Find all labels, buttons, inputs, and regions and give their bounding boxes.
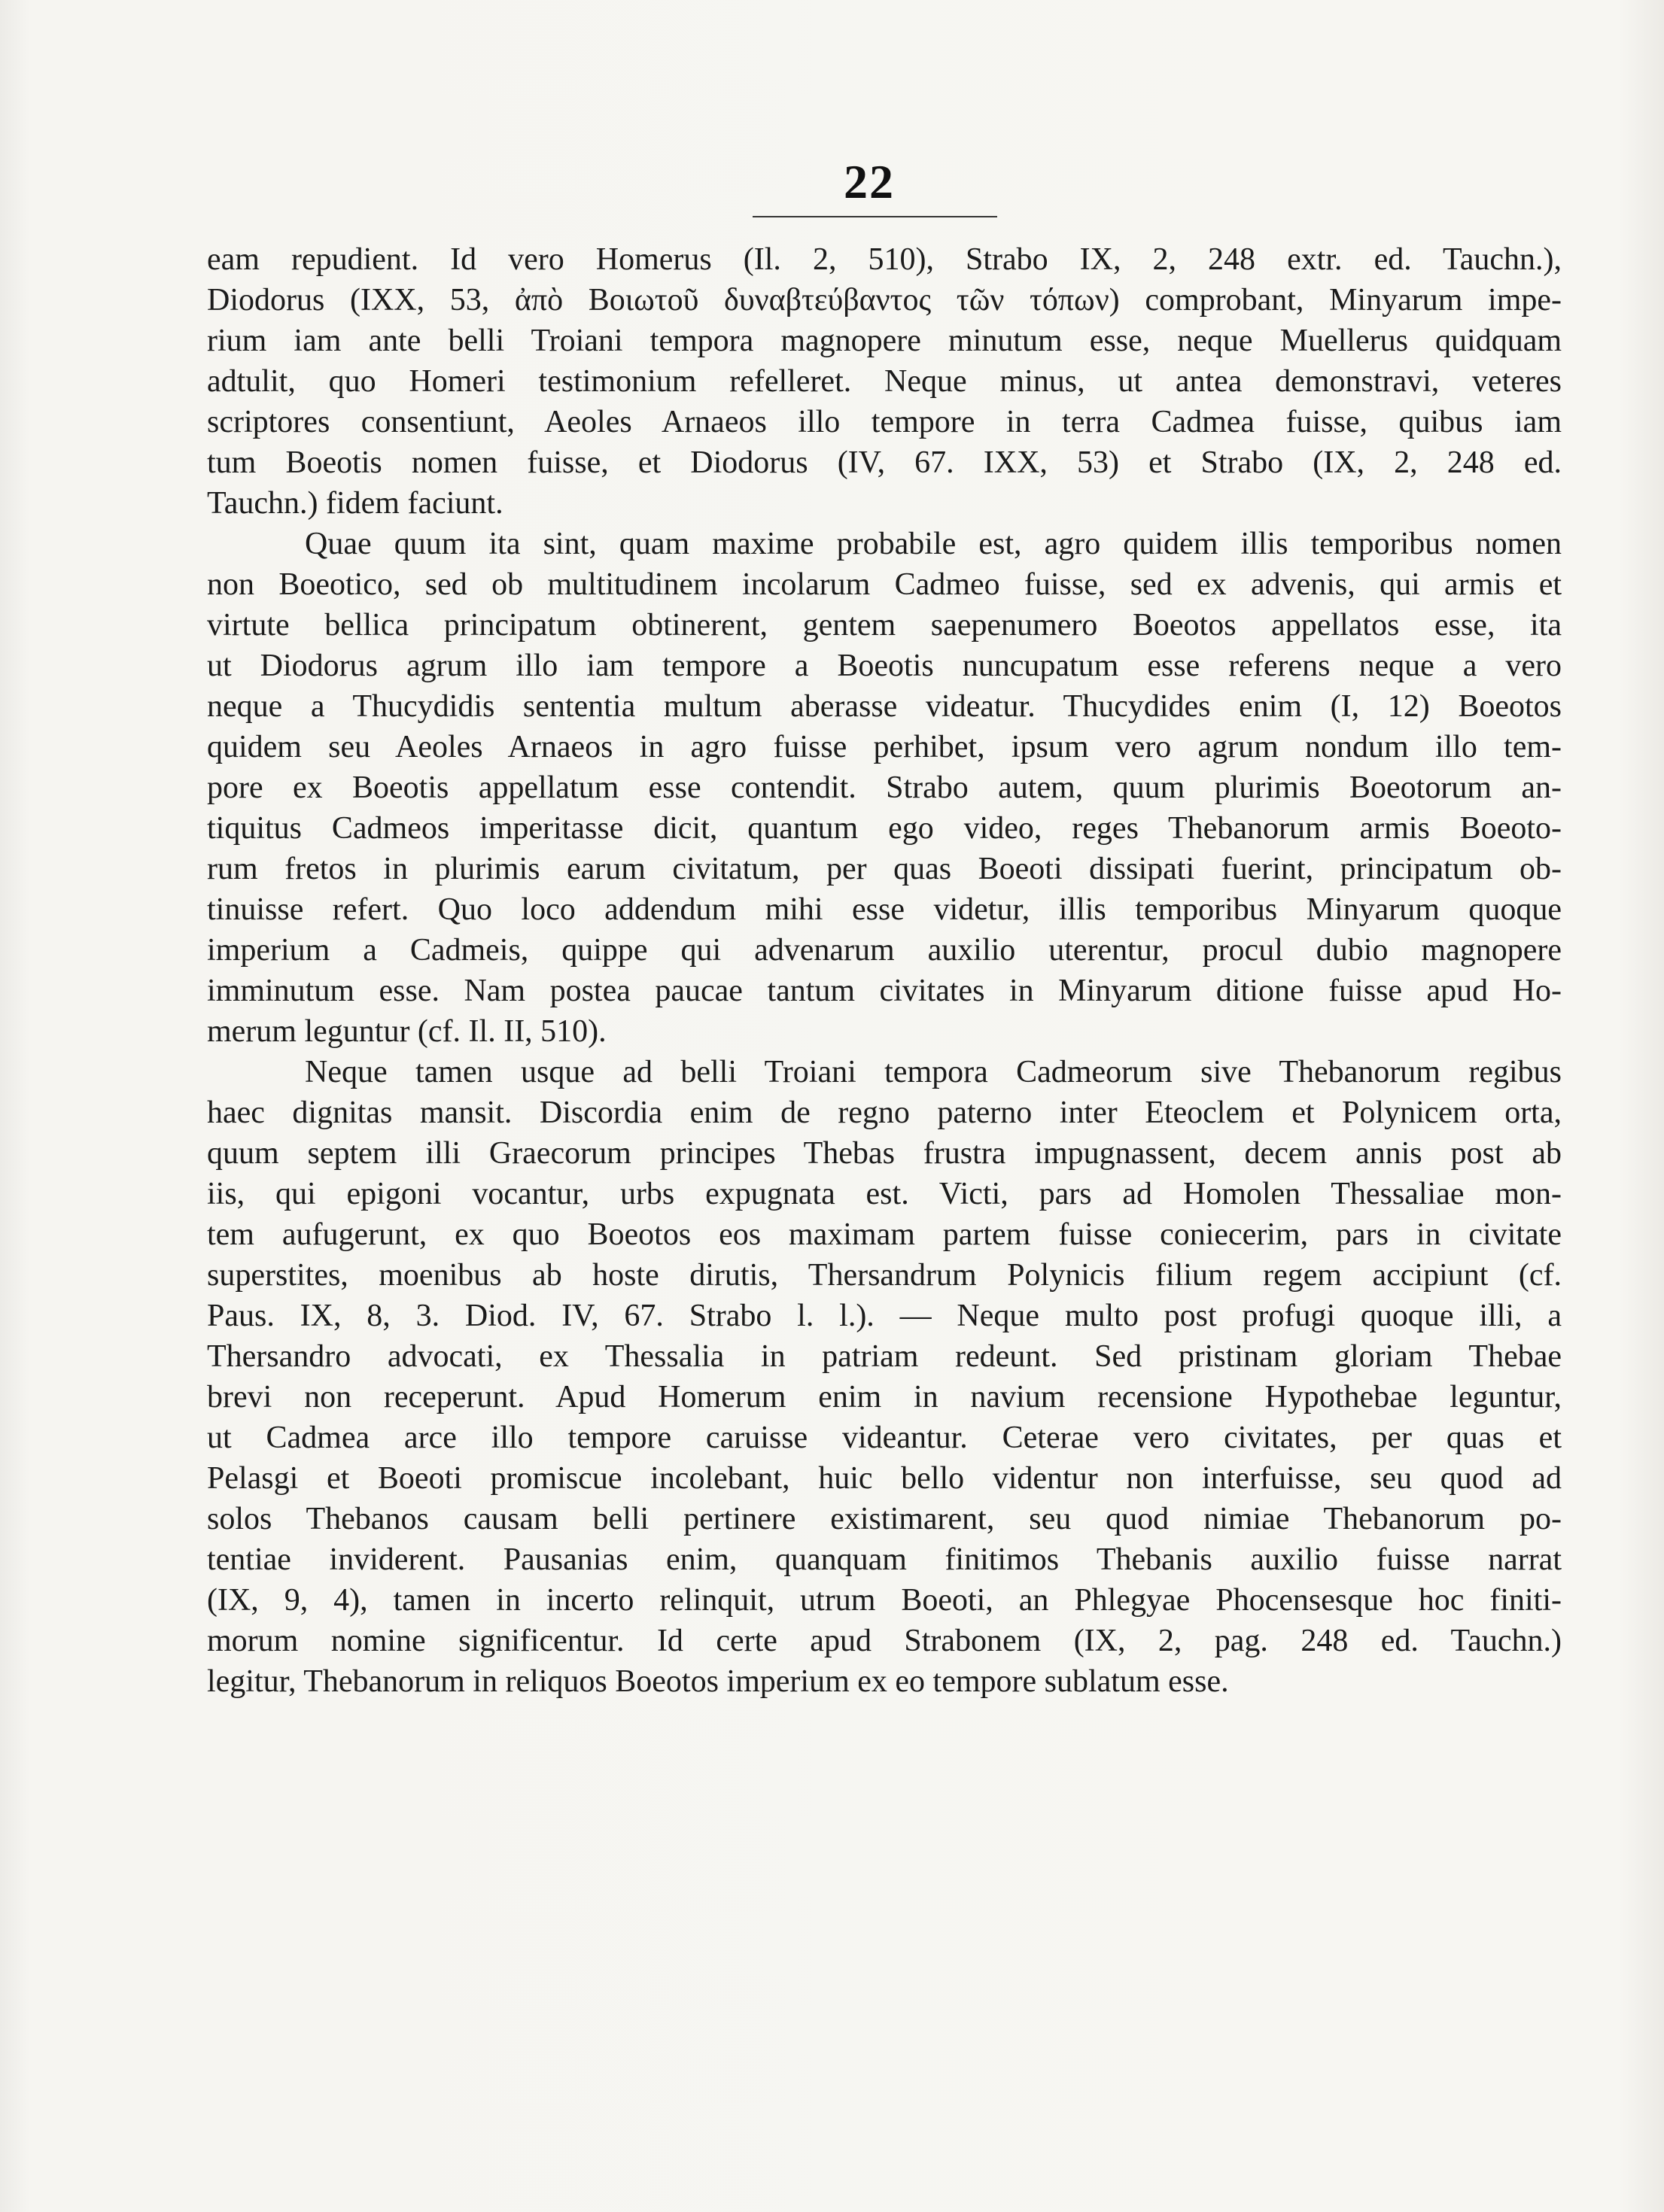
text-line: Pelasgi et Boeoti promiscue incolebant, huic bello videntur non interfuisse, seu quod ad — [207, 1461, 1562, 1496]
text-line: ut Diodorus agrum illo iam tempore a Boeotis nuncupatum esse referens neque a vero — [207, 649, 1562, 683]
text-line: ut Cadmea arce illo tempore caruisse videantur. Ceterae vero civitates, per quas et — [207, 1420, 1562, 1455]
text-line: non Boeotico, sed ob multitudinem incolarum Cadmeo fuisse, sed ex advenis, qui armis et — [207, 567, 1562, 602]
text-line: solos Thebanos causam belli pertinere existimarent, seu quod nimiae Thebanorum po- — [207, 1502, 1562, 1536]
text-line: tentiae inviderent. Pausanias enim, quanquam finitimos Thebanis auxilio fuisse narrat — [207, 1542, 1562, 1577]
text-line: haec dignitas mansit. Discordia enim de regno paterno inter Eteoclem et Polynicem orta, — [207, 1095, 1562, 1130]
text-line: quidem seu Aeoles Arnaeos in agro fuisse perhibet, ipsum vero agrum nondum illo tem- — [207, 730, 1562, 764]
page-number: 22 — [844, 155, 895, 208]
text-line: quum septem illi Graecorum principes Thebas frustra impugnassent, decem annis post ab — [207, 1136, 1562, 1171]
header-rule — [753, 216, 997, 217]
text-line: (IX, 9, 4), tamen in incerto relinquit, utrum Boeoti, an Phlegyae Phocensesque hoc finiti- — [207, 1583, 1562, 1618]
text-line: morum nomine significentur. Id certe apud Strabonem (IX, 2, pag. 248 ed. Tauchn.) — [207, 1624, 1562, 1658]
text-line: adtulit, quo Homeri testimonium refelleret. Neque minus, ut antea demonstravi, veteres — [207, 364, 1562, 399]
text-line: scriptores consentiunt, Aeoles Arnaeos illo tempore in terra Cadmea fuisse, quibus iam — [207, 405, 1562, 439]
text-line: tum Boeotis nomen fuisse, et Diodorus (IV, 67. IXX, 53) et Strabo (IX, 2, 248 ed. — [207, 445, 1562, 480]
text-line: imminutum esse. Nam postea paucae tantum civitates in Minyarum ditione fuisse apud Ho- — [207, 974, 1562, 1008]
text-line: Diodorus (IXX, 53, ἀπὸ Βοιωτοῦ δυναβτεύβαντος τῶν τόπων) comprobant, Minyarum impe- — [207, 283, 1562, 318]
text-line: tinuisse refert. Quo loco addendum mihi esse videtur, illis temporibus Minyarum quoque — [207, 892, 1562, 927]
text-line: Tauchn.) fidem faciunt. — [207, 486, 503, 521]
text-line: virtute bellica principatum obtinerent, gentem saepenumero Boeotos appellatos esse, ita — [207, 608, 1562, 643]
text-line: rium iam ante belli Troiani tempora magnopere minutum esse, neque Muellerus quidquam — [207, 324, 1562, 358]
text-line: superstites, moenibus ab hoste dirutis, Thersandrum Polynicis filium regem accipiunt (cf. — [207, 1258, 1562, 1293]
text-line: tem aufugerunt, ex quo Boeotos eos maximam partem fuisse coniecerim, pars in civitate — [207, 1217, 1562, 1252]
text-line: imperium a Cadmeis, quippe qui advenarum auxilio uterentur, procul dubio magnopere — [207, 933, 1562, 968]
text-line: tiquitus Cadmeos imperitasse dicit, quantum ego video, reges Thebanorum armis Boeoto- — [207, 811, 1562, 846]
text-line: neque a Thucydidis sententia multum aberasse videatur. Thucydides enim (I, 12) Boeotos — [207, 689, 1562, 724]
text-line: legitur, Thebanorum in reliquos Boeotos imperium ex eo tempore sublatum esse. — [207, 1664, 1229, 1699]
text-line: rum fretos in plurimis earum civitatum, per quas Boeoti dissipati fuerint, principatum ob- — [207, 852, 1562, 886]
text-line: Thersandro advocati, ex Thessalia in patriam redeunt. Sed pristinam gloriam Thebae — [207, 1339, 1562, 1374]
text-line: Quae quum ita sint, quam maxime probabile est, agro quidem illis temporibus nomen — [305, 527, 1562, 561]
text-line: iis, qui epigoni vocantur, urbs expugnata est. Victi, pars ad Homolen Thessaliae mon- — [207, 1177, 1562, 1211]
text-line: Neque tamen usque ad belli Troiani tempora Cadmeorum sive Thebanorum regibus — [305, 1055, 1562, 1089]
body-text — [207, 239, 1562, 1702]
text-line: merum leguntur (cf. Il. II, 510). — [207, 1014, 607, 1049]
text-line: brevi non receperunt. Apud Homerum enim in navium recensione Hypothebae leguntur, — [207, 1380, 1562, 1414]
text-line: Paus. IX, 8, 3. Diod. IV, 67. Strabo l. l.). — Neque multo post profugi quoque illi, a — [207, 1299, 1562, 1333]
text-line: eam repudient. Id vero Homerus (Il. 2, 510), Strabo IX, 2, 248 extr. ed. Tauchn.), — [207, 242, 1562, 277]
text-line: pore ex Boeotis appellatum esse contendit. Strabo autem, quum plurimis Boeotorum an- — [207, 770, 1562, 805]
